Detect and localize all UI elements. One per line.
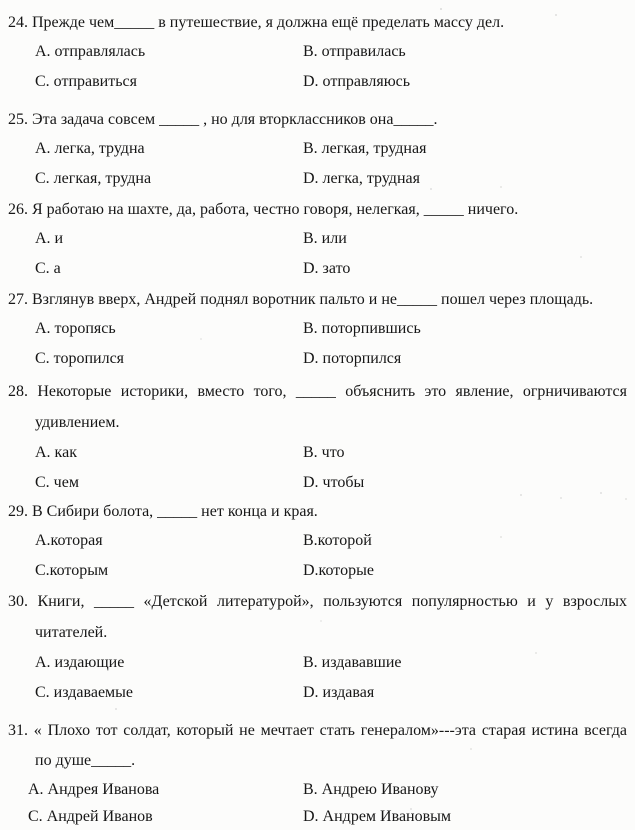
option-b: B. издававшие: [303, 654, 402, 671]
options-row: [8, 224, 627, 254]
question-line: [8, 376, 627, 407]
option-b: B. или: [303, 230, 347, 247]
option-b: B.которой: [303, 532, 372, 549]
option-d: D. издавая: [303, 684, 375, 701]
option-d: D. Андрем Ивановым: [303, 808, 452, 825]
option-a: A. торопясь: [35, 320, 116, 337]
question-text: Прежде чем_____ в путешествие, я должна ещё пределать массу дел.: [32, 14, 505, 31]
question-28: [8, 376, 627, 498]
options-row: [8, 344, 627, 374]
options-row: [8, 37, 627, 67]
option-d: D.которые: [303, 562, 374, 579]
question-line: [8, 586, 627, 617]
options-row: [8, 648, 627, 678]
options-row: [8, 526, 627, 556]
options-row: [8, 314, 627, 344]
question-number: 28.: [8, 383, 28, 400]
option-c: C. легкая, трудна: [35, 170, 152, 187]
question-line: [8, 196, 627, 224]
options-row: [8, 556, 627, 586]
option-c: C. а: [35, 260, 61, 277]
question-line: [8, 286, 627, 314]
question-number: 31.: [8, 722, 28, 739]
question-number: 27.: [8, 291, 28, 308]
option-a: A. издающие: [35, 654, 125, 671]
question-number: 29.: [8, 503, 28, 520]
test-page: [8, 9, 627, 830]
option-a: A. как: [35, 444, 77, 461]
question-text: Эта задача совсем _____ , но для вторклассников она_____.: [32, 111, 438, 128]
option-c: C. чем: [35, 474, 79, 491]
question-26: [8, 196, 627, 284]
option-a: A.которая: [35, 532, 103, 549]
option-d: D. поторпился: [303, 350, 402, 367]
options-row: [8, 134, 627, 164]
options-row: [8, 438, 627, 468]
question-line: [8, 498, 627, 526]
question-text: Некоторые историки, вместо того, _____ объяснить это явление, огрничиваются: [37, 383, 627, 400]
option-a: A. легка, трудна: [35, 140, 145, 157]
question-text-continuation: удивлением.: [35, 414, 120, 431]
question-line: [8, 716, 627, 746]
option-d: D. легка, трудная: [303, 170, 420, 187]
question-31: [8, 716, 627, 830]
options-row: [8, 254, 627, 284]
options-row: [8, 803, 627, 830]
option-a: A. и: [35, 230, 64, 247]
question-number: 26.: [8, 201, 28, 218]
question-text: « Плохо тот солдат, который не мечтает стать генералом»---эта старая истина всегда: [33, 722, 627, 739]
option-d: D. чтобы: [303, 474, 365, 491]
option-c: C. Андрей Иванов: [28, 808, 153, 825]
question-number: 25.: [8, 111, 28, 128]
question-text-continuation: читателей.: [35, 624, 108, 641]
option-c: C. отправиться: [35, 73, 137, 90]
question-text: Я работаю на шахте, да, работа, честно говоря, нелегкая, _____ ничего.: [32, 201, 519, 218]
question-number: 24.: [8, 14, 28, 31]
options-row: [8, 678, 627, 708]
options-row: [8, 468, 627, 498]
options-row: [8, 776, 627, 803]
question-24: [8, 9, 627, 97]
options-row: [8, 164, 627, 194]
question-text: В Сибири болота, _____ нет конца и края.: [32, 503, 318, 520]
question-text: Книги, _____ «Детской литературой», пользуются популярностью и у взрослых: [37, 593, 627, 610]
question-number: 30.: [8, 593, 28, 610]
option-b: B. легкая, трудная: [303, 140, 427, 157]
option-c: C. издаваемые: [35, 684, 134, 701]
option-a: A. Андрея Иванова: [28, 781, 160, 798]
option-b: B. Андрею Иванову: [303, 781, 439, 798]
option-c: C. торопился: [35, 350, 125, 367]
question-line: [8, 9, 627, 37]
option-b: B. что: [303, 444, 345, 461]
option-a: A. отправлялась: [35, 43, 146, 60]
question-29: [8, 498, 627, 586]
option-b: B. отправилась: [303, 43, 406, 60]
option-b: B. поторпившись: [303, 320, 421, 337]
question-25: [8, 106, 627, 194]
option-d: D. зато: [303, 260, 351, 277]
question-text-continuation: по душе_____.: [35, 752, 136, 769]
options-row: [8, 67, 627, 97]
option-d: D. отправляюсь: [303, 73, 411, 90]
question-30: [8, 586, 627, 708]
question-text: Взглянув вверх, Андрей поднял воротник пальто и не_____ пошел через площадь.: [32, 291, 594, 308]
question-line: [8, 106, 627, 134]
option-c: C.которым: [35, 562, 109, 579]
question-27: [8, 286, 627, 374]
